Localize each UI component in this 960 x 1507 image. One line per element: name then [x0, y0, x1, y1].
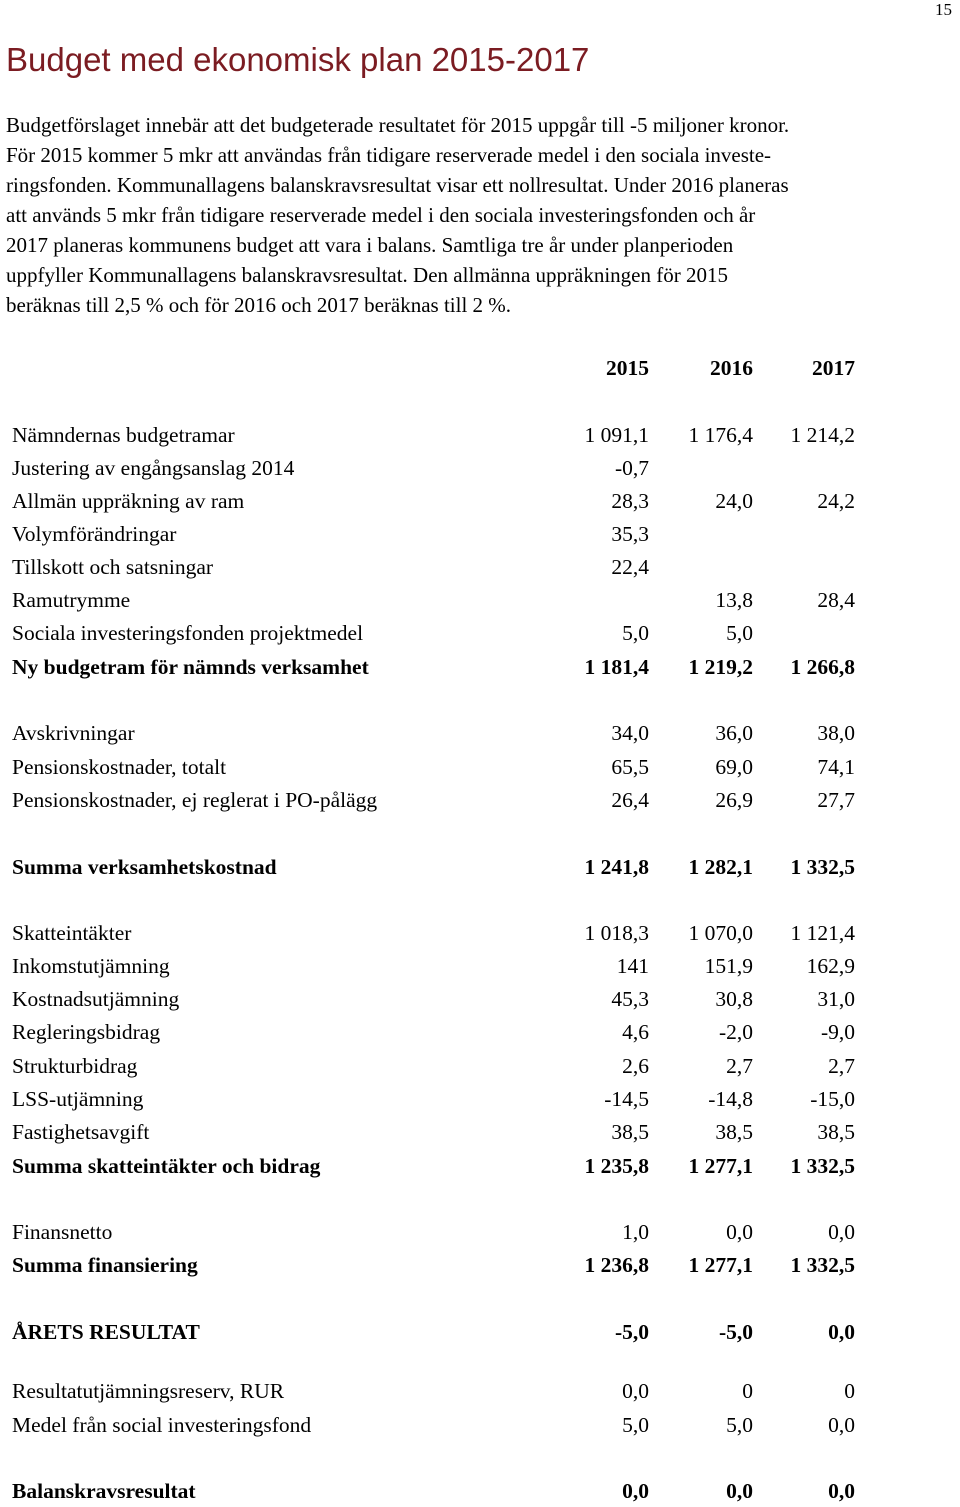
table-row [12, 1216, 872, 1248]
row-label: Strukturbidrag [12, 1054, 138, 1078]
value-2015: 1 236,8 [584, 1253, 649, 1277]
table-row [12, 485, 872, 517]
year-header: 2016 [710, 356, 753, 380]
value-2015: -14,5 [604, 1087, 649, 1111]
intro-line: uppfyller Kommunallagens balanskravsresultat. Den allmänna uppräkningen för 2015 [6, 263, 728, 287]
value-2017: 38,0 [817, 721, 855, 745]
table-row-result [12, 1316, 872, 1348]
value-2017: 1 332,5 [790, 1154, 855, 1178]
table-row [12, 1050, 872, 1082]
table-row-total [12, 1150, 872, 1182]
value-2016: 1 219,2 [688, 655, 753, 679]
intro-paragraph [6, 110, 954, 320]
row-label: Balanskravsresultat [12, 1479, 196, 1503]
value-2015: 28,3 [611, 489, 649, 513]
row-label: Allmän uppräkning av ram [12, 489, 245, 513]
year-header: 2015 [606, 356, 649, 380]
table-row [12, 584, 872, 616]
value-2016: 0 [742, 1379, 753, 1403]
row-label: Sociala investeringsfonden projektmedel [12, 621, 364, 645]
value-2016: 69,0 [715, 755, 753, 779]
row-label: Ramutrymme [12, 588, 131, 612]
table-row [12, 518, 872, 550]
row-label: Inkomstutjämning [12, 954, 170, 978]
value-2015: 26,4 [611, 788, 649, 812]
value-2017: 1 266,8 [790, 655, 855, 679]
table-row [12, 950, 872, 982]
table-row-total [12, 651, 872, 683]
row-label: Summa skatteintäkter och bidrag [12, 1154, 321, 1178]
value-2016: 1 282,1 [688, 855, 753, 879]
value-2016: 36,0 [715, 721, 753, 745]
row-label: Ny budgetram för nämnds verksamhet [12, 655, 369, 679]
value-2017: 0,0 [828, 1220, 855, 1244]
value-2015: 5,0 [622, 621, 649, 645]
value-2017: 2,7 [828, 1054, 855, 1078]
value-2015: -0,7 [614, 456, 649, 480]
table-row [12, 551, 872, 583]
value-2017: 1 332,5 [790, 855, 855, 879]
value-2016: 38,5 [715, 1120, 753, 1144]
value-2016: 24,0 [715, 489, 753, 513]
value-2017: 1 332,5 [790, 1253, 855, 1277]
row-label: Tillskott och satsningar [12, 555, 214, 579]
value-2017: 0,0 [828, 1413, 855, 1437]
value-2016: 1 277,1 [688, 1253, 753, 1277]
value-2017: 38,5 [817, 1120, 855, 1144]
table-row [12, 717, 872, 749]
value-2017: 28,4 [817, 588, 855, 612]
value-2015: 1 241,8 [584, 855, 649, 879]
table-row [12, 617, 872, 649]
table-row [12, 751, 872, 783]
intro-line: För 2015 kommer 5 mkr att användas från tidigare reserverade medel i den sociala investe- [6, 143, 772, 167]
row-label: Nämndernas budgetramar [12, 423, 235, 447]
value-2015: 0,0 [622, 1479, 649, 1503]
table-row [12, 452, 872, 484]
value-2016: 5,0 [726, 621, 753, 645]
row-label: Summa verksamhetskostnad [12, 855, 277, 879]
row-label: ÅRETS RESULTAT [12, 1320, 200, 1344]
row-label: Avskrivningar [12, 721, 135, 745]
value-2015: 35,3 [611, 522, 649, 546]
value-2016: 2,7 [726, 1054, 753, 1078]
value-2016: 1 176,4 [688, 423, 753, 447]
year-header-row [12, 352, 872, 384]
value-2015: 2,6 [622, 1054, 649, 1078]
value-2015: 38,5 [611, 1120, 649, 1144]
value-2017: 0,0 [828, 1320, 855, 1344]
row-label: Finansnetto [12, 1220, 113, 1244]
row-label: Kostnadsutjämning [12, 987, 180, 1011]
value-2015: 22,4 [611, 555, 649, 579]
page-number: 15 [935, 0, 952, 19]
table-row [12, 1016, 872, 1048]
page-title: Budget med ekonomisk plan 2015-2017 [6, 41, 590, 78]
value-2015: 0,0 [622, 1379, 649, 1403]
row-label: Fastighetsavgift [12, 1120, 150, 1144]
table-row [12, 1375, 872, 1407]
row-label: Resultatutjämningsreserv, RUR [12, 1379, 285, 1403]
value-2015: 5,0 [622, 1413, 649, 1437]
value-2015: 1 181,4 [584, 655, 649, 679]
value-2017: -9,0 [820, 1020, 855, 1044]
value-2015: 1 235,8 [584, 1154, 649, 1178]
intro-line: beräknas till 2,5 % och för 2016 och 2017 beräknas till 2 %. [6, 293, 512, 317]
table-row-result [12, 1475, 872, 1507]
value-2017: 0 [844, 1379, 855, 1403]
value-2016: 26,9 [715, 788, 753, 812]
value-2017: 0,0 [828, 1479, 855, 1503]
row-label: Skatteintäkter [12, 921, 132, 945]
value-2017: -15,0 [810, 1087, 855, 1111]
row-label: LSS-utjämning [12, 1087, 144, 1111]
table-row [12, 784, 872, 816]
value-2017: 1 121,4 [790, 921, 855, 945]
row-label: Medel från social investeringsfond [12, 1413, 312, 1437]
value-2016: 151,9 [704, 954, 753, 978]
row-label: Regleringsbidrag [12, 1020, 161, 1044]
value-2015: 65,5 [611, 755, 649, 779]
value-2016: 1 277,1 [688, 1154, 753, 1178]
value-2017: 31,0 [817, 987, 855, 1011]
value-2015: 141 [616, 954, 649, 978]
intro-line: 2017 planeras kommunens budget att vara i balans. Samtliga tre år under planperioden [6, 233, 734, 257]
table-row [12, 1409, 872, 1441]
table-row [12, 983, 872, 1015]
value-2017: 27,7 [817, 788, 855, 812]
value-2016: 1 070,0 [688, 921, 753, 945]
table-row-total [12, 1249, 872, 1281]
value-2016: 0,0 [726, 1479, 753, 1503]
table-row [12, 917, 872, 949]
intro-line: ringsfonden. Kommunallagens balanskravsresultat visar ett nollresultat. Under 2016 planeras [6, 173, 789, 197]
value-2015: 34,0 [611, 721, 649, 745]
value-2016: 0,0 [726, 1220, 753, 1244]
value-2017: 162,9 [806, 954, 855, 978]
value-2015: 4,6 [622, 1020, 649, 1044]
row-label: Pensionskostnader, totalt [12, 755, 227, 779]
row-label: Volymförändringar [12, 522, 177, 546]
value-2016: -5,0 [718, 1320, 753, 1344]
value-2015: 1,0 [622, 1220, 649, 1244]
value-2017: 1 214,2 [790, 423, 855, 447]
row-label: Pensionskostnader, ej reglerat i PO-pålägg [12, 788, 378, 812]
value-2016: 5,0 [726, 1413, 753, 1437]
value-2017: 74,1 [817, 755, 855, 779]
table-row [12, 1083, 872, 1115]
value-2015: -5,0 [614, 1320, 649, 1344]
value-2017: 24,2 [817, 489, 855, 513]
intro-line: att används 5 mkr från tidigare reserverade medel i den sociala investeringsfonden och år [6, 203, 756, 227]
value-2016: 30,8 [715, 987, 753, 1011]
value-2015: 45,3 [611, 987, 649, 1011]
row-label: Summa finansiering [12, 1253, 198, 1277]
value-2016: -2,0 [718, 1020, 753, 1044]
table-row [12, 419, 872, 451]
intro-line: Budgetförslaget innebär att det budgeterade resultatet för 2015 uppgår till -5 miljoner kronor. [6, 113, 790, 137]
value-2015: 1 091,1 [584, 423, 649, 447]
value-2016: 13,8 [715, 588, 753, 612]
value-2016: -14,8 [708, 1087, 753, 1111]
table-row-total [12, 851, 872, 883]
row-label: Justering av engångsanslag 2014 [12, 456, 295, 480]
year-header: 2017 [812, 356, 855, 380]
table-row [12, 1116, 872, 1148]
value-2015: 1 018,3 [584, 921, 649, 945]
